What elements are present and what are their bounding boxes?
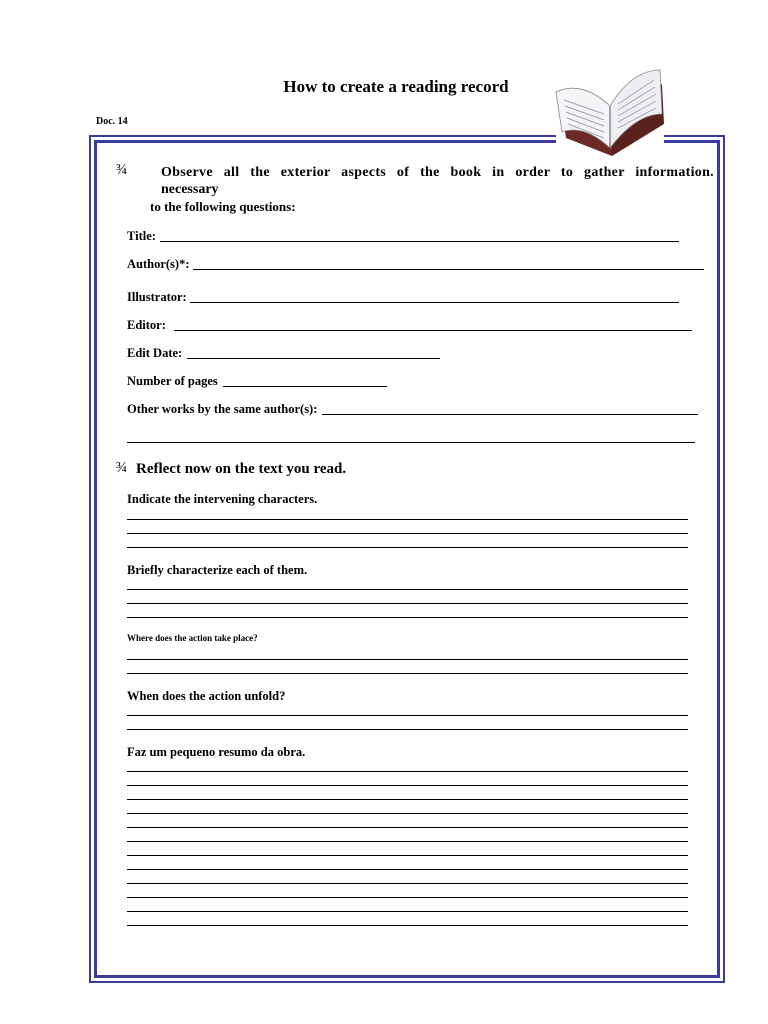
page-title: How to create a reading record bbox=[283, 77, 509, 96]
answer-line[interactable] bbox=[127, 827, 688, 828]
answer-line[interactable] bbox=[127, 911, 688, 912]
answer-line[interactable] bbox=[127, 841, 688, 842]
answer-line[interactable] bbox=[127, 617, 688, 618]
section2-bullet: ¾ bbox=[116, 460, 128, 476]
section1-instruction: Observe all the exterior aspects of the book in order to gather information. bbox=[161, 165, 714, 180]
when-prompt: When does the action unfold? bbox=[127, 689, 286, 703]
title-field[interactable] bbox=[160, 241, 679, 242]
edit-date-label: Edit Date: bbox=[127, 346, 183, 360]
answer-line[interactable] bbox=[127, 897, 688, 898]
answer-line[interactable] bbox=[127, 603, 688, 604]
answer-line[interactable] bbox=[127, 785, 688, 786]
summary-prompt: Faz um pequeno resumo da obra. bbox=[127, 745, 306, 759]
answer-line[interactable] bbox=[127, 547, 688, 548]
edit-date-field[interactable] bbox=[187, 358, 440, 359]
answer-line[interactable] bbox=[127, 589, 688, 590]
answer-line[interactable] bbox=[127, 925, 688, 926]
other-works-field[interactable] bbox=[322, 414, 698, 415]
answer-line[interactable] bbox=[127, 715, 688, 716]
section1-instruction-end: to the following questions: bbox=[150, 199, 296, 214]
section2-heading: Reflect now on the text you read. bbox=[136, 461, 347, 477]
section1-bullet: ¾ bbox=[116, 162, 128, 178]
authors-field[interactable] bbox=[193, 269, 704, 270]
answer-line[interactable] bbox=[127, 519, 688, 520]
other-works-label: Other works by the same author(s): bbox=[127, 402, 318, 416]
answer-line[interactable] bbox=[127, 883, 688, 884]
answer-line[interactable] bbox=[127, 659, 688, 660]
authors-label: Author(s)*: bbox=[127, 257, 190, 271]
answer-line[interactable] bbox=[127, 813, 688, 814]
other-works-field-line2[interactable] bbox=[127, 442, 695, 443]
illustrator-label: Illustrator: bbox=[127, 290, 187, 304]
answer-line[interactable] bbox=[127, 869, 688, 870]
answer-line[interactable] bbox=[127, 673, 688, 674]
answer-line[interactable] bbox=[127, 771, 688, 772]
pages-field[interactable] bbox=[223, 386, 387, 387]
answer-line[interactable] bbox=[127, 855, 688, 856]
answer-line[interactable] bbox=[127, 729, 688, 730]
characterize-prompt: Briefly characterize each of them. bbox=[127, 563, 308, 577]
editor-label: Editor: bbox=[127, 318, 166, 332]
doc-label: Doc. 14 bbox=[96, 116, 128, 127]
answer-line[interactable] bbox=[127, 533, 688, 534]
open-book-icon bbox=[552, 58, 668, 158]
answer-line[interactable] bbox=[127, 799, 688, 800]
where-prompt: Where does the action take place? bbox=[127, 633, 258, 643]
title-label: Title: bbox=[127, 229, 156, 243]
pages-label: Number of pages bbox=[127, 374, 218, 388]
editor-field[interactable] bbox=[174, 330, 692, 331]
illustrator-field[interactable] bbox=[190, 302, 679, 303]
section1-instruction-cont: necessary bbox=[161, 182, 219, 197]
characters-prompt: Indicate the intervening characters. bbox=[127, 492, 318, 506]
